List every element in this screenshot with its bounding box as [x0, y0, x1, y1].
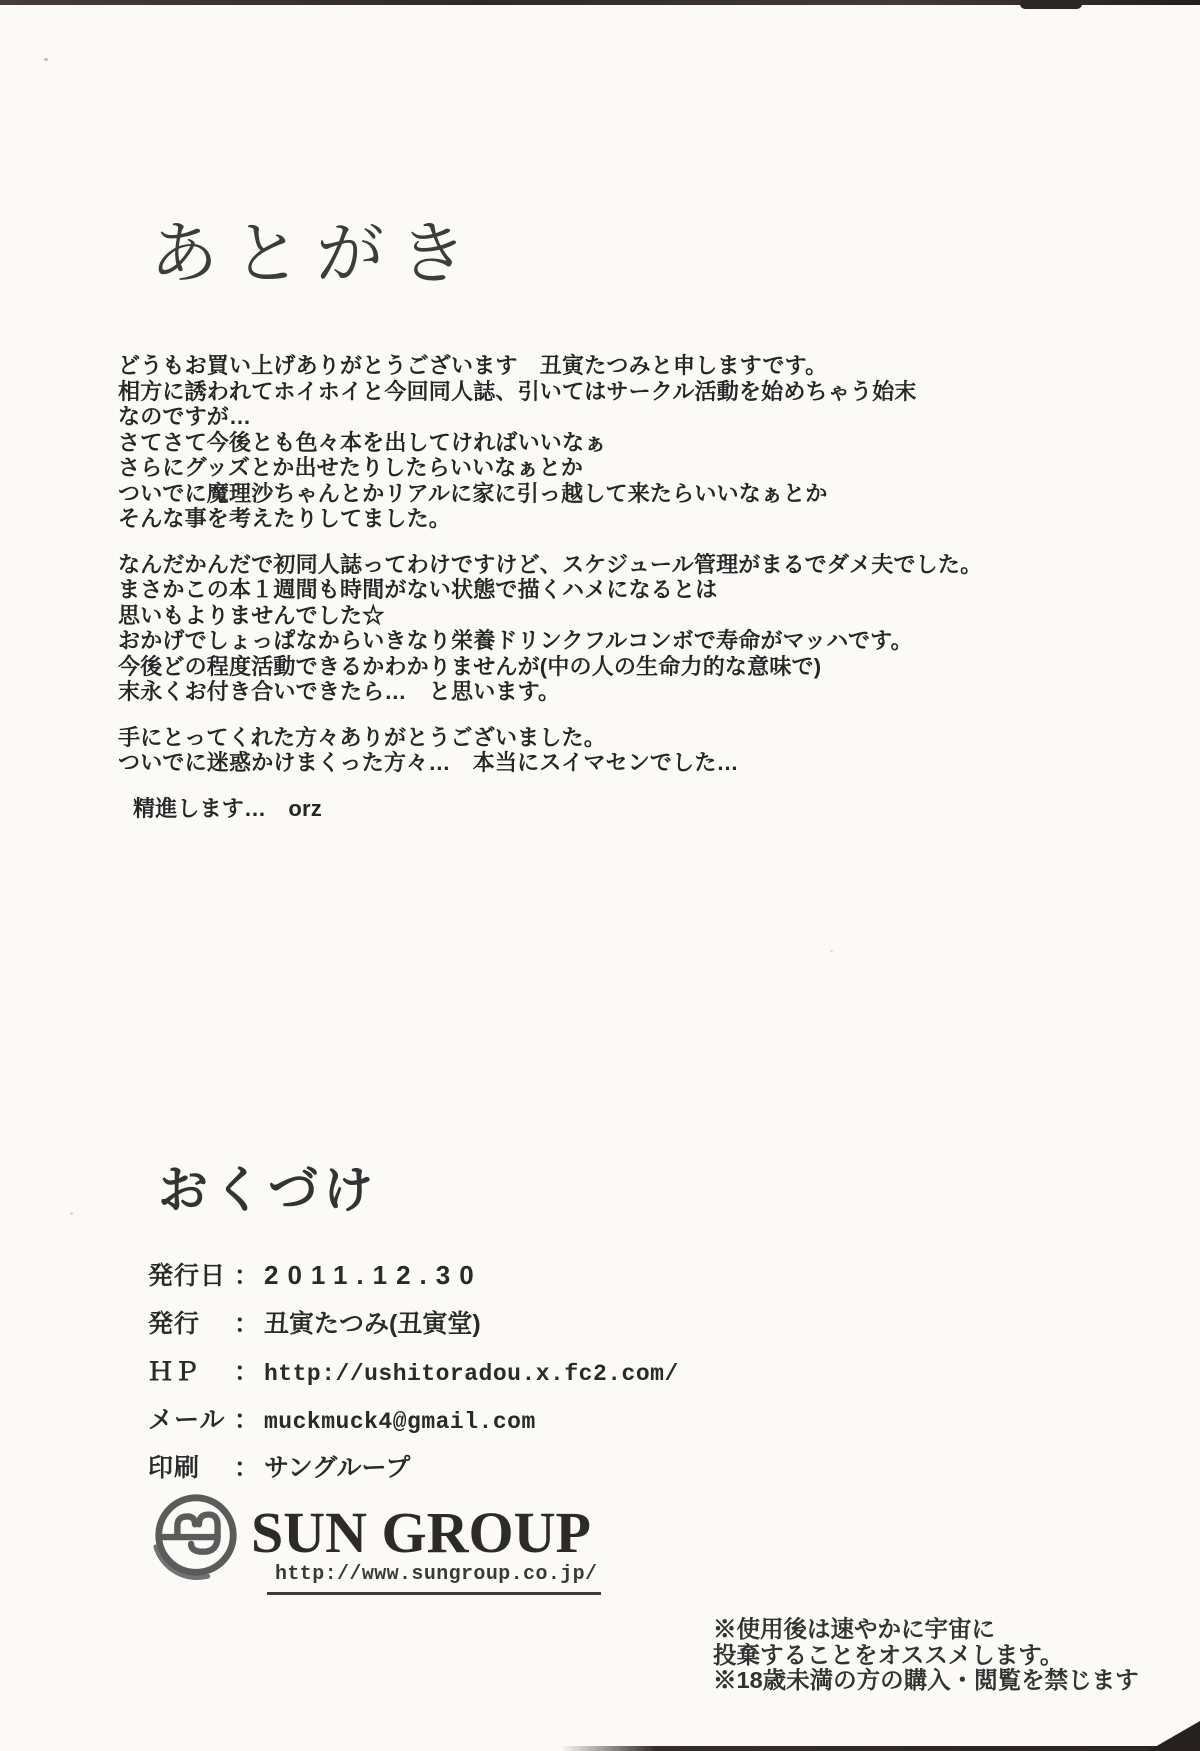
- printer-logo-url: http://www.sungroup.co.jp/: [275, 1563, 598, 1586]
- colophon-row-publish-date: [148, 1256, 679, 1290]
- scan-speck: [44, 58, 48, 61]
- row-separator: ：: [234, 1310, 260, 1338]
- row-value-email: muckmuck4@gmail.com: [264, 1409, 536, 1435]
- colophon-row-printer: [148, 1448, 679, 1482]
- text-line: そんな事を考えたりしてました。: [118, 506, 452, 531]
- colophon-row-homepage: [148, 1352, 679, 1387]
- afterword-paragraph: [118, 552, 1048, 705]
- row-separator: ：: [234, 1358, 260, 1386]
- disclaimer-line: ※18歳未満の方の購入・閲覧を禁じます: [713, 1667, 1139, 1693]
- text-line: おかげでしょっぱなからいきなり栄養ドリンクフルコンボで寿命がマッハです。: [118, 628, 913, 653]
- afterword-paragraph: [118, 353, 1048, 532]
- scan-speck: [70, 1212, 73, 1215]
- row-value: サングループ: [264, 1454, 411, 1482]
- afterword-title: あとがき: [150, 216, 483, 292]
- text-line: 手にとってくれた方々ありがとうございました。: [118, 724, 606, 750]
- text-line: さてさて今後とも色々本を出してければいいなぁ: [118, 429, 607, 455]
- printer-logo-name: SUN GROUP: [251, 1500, 591, 1565]
- scan-artifact-top-notch: [1020, 0, 1082, 9]
- row-label: 発行日: [148, 1262, 227, 1290]
- text-line: 相方に誘われてホイホイと今回同人誌、引いてはサークル活動を始めちゃう始末: [118, 378, 917, 404]
- row-label: 発行: [148, 1310, 201, 1338]
- afterword-paragraph: [118, 725, 1048, 776]
- colophon-row-email: [148, 1400, 679, 1435]
- row-value: 丑寅たつみ(丑寅堂): [264, 1310, 481, 1338]
- text-line: 思いもよりませんでした☆: [118, 602, 385, 628]
- colophon-table: [148, 1256, 679, 1496]
- text-line: ついでに魔理沙ちゃんとかリアルに家に引っ越して来たらいいなぁとか: [118, 480, 828, 506]
- scan-artifact-bottom-edge: [560, 1746, 1200, 1751]
- row-separator: ：: [234, 1454, 260, 1482]
- colophon-title: おくづけ: [158, 1162, 378, 1218]
- colophon-row-publisher: [148, 1304, 679, 1338]
- disclaimer-line: 投棄することをオススメします。: [713, 1641, 1064, 1668]
- row-separator: ：: [234, 1262, 260, 1290]
- disclaimer: [713, 1617, 1139, 1694]
- scan-artifact-corner: [1148, 1721, 1200, 1751]
- text-line: さらにグッズとか出せたりしたらいいなぁとか: [118, 455, 584, 480]
- afterword-signoff: [118, 796, 1048, 822]
- afterword-body: [118, 353, 1048, 821]
- text-line: 精進します… orz: [133, 795, 323, 821]
- row-label: ＨＰ: [148, 1358, 201, 1386]
- printer-url-underline: [267, 1592, 601, 1595]
- row-separator: ：: [234, 1406, 260, 1434]
- text-line: ついでに迷惑かけまくった方々… 本当にスイマセンでした…: [118, 750, 739, 775]
- text-line: なのですが…: [118, 404, 252, 429]
- row-label: 印刷: [148, 1454, 201, 1482]
- text-line: 末永くお付き合いできたら… と思います。: [118, 679, 561, 704]
- text-line: 今後どの程度活動できるかわかりませんが(中の人の生命力的な意味で): [118, 653, 822, 679]
- text-line: まさかこの本１週間も時間がない状態で描くハメになるとは: [118, 577, 718, 602]
- row-value: 2011.12.30: [264, 1260, 483, 1290]
- row-value-url: http://ushitoradou.x.fc2.com/: [264, 1361, 679, 1387]
- text-line: なんだかんだで初同人誌ってわけですけど、スケジュール管理がまるでダメ夫でした。: [118, 551, 983, 577]
- row-label: メール: [148, 1406, 226, 1434]
- text-line: どうもお買い上げありがとうございます 丑寅たつみと申しますです。: [118, 353, 828, 378]
- disclaimer-line: ※使用後は速やかに宇宙に: [713, 1616, 995, 1642]
- scan-speck: [830, 950, 833, 952]
- sun-group-logo-icon: [147, 1486, 245, 1597]
